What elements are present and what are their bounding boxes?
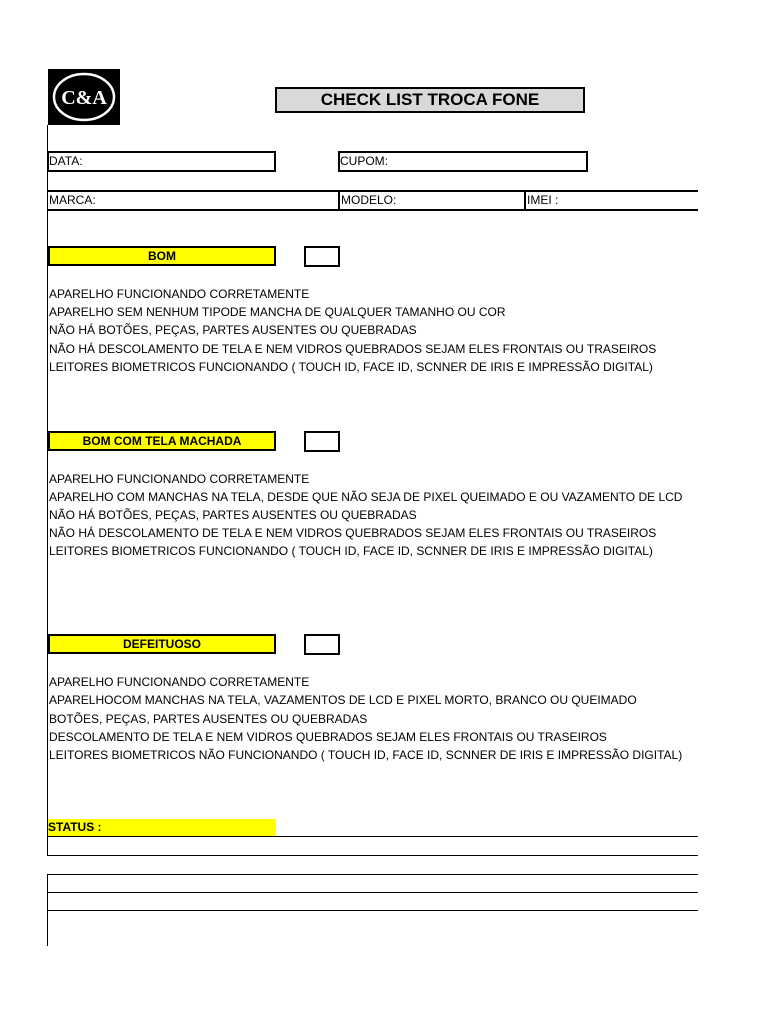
modelo-field[interactable] (341, 192, 396, 209)
imei-label: IMEI : (527, 193, 559, 207)
checkbox-bom[interactable] (304, 246, 340, 267)
imei-field[interactable] (527, 192, 558, 209)
brand-logo-icon (51, 71, 117, 123)
left-border (47, 125, 48, 856)
cupom-label: CUPOM: (340, 154, 388, 168)
list-item: APARELHOCOM MANCHAS NA TELA, VAZAMENTOS DE LCD E PIXEL MORTO, BRANCO OU QUEIMADO (49, 693, 637, 707)
status-line[interactable] (47, 836, 698, 837)
list-item: DESCOLAMENTO DE TELA E NEM VIDROS QUEBRADOS SEJAM ELES FRONTAIS OU TRASEIROS (49, 730, 607, 744)
list-item: BOTÕES, PEÇAS, PARTES AUSENTES OU QUEBRADAS (49, 712, 368, 726)
notes-line[interactable] (47, 874, 698, 875)
notes-line[interactable] (47, 910, 698, 911)
list-item: APARELHO FUNCIONANDO CORRETAMENTE (49, 675, 310, 689)
category-label: BOM COM TELA MACHADA (82, 434, 242, 448)
list-item: APARELHO SEM NENHUM TIPODE MANCHA DE QUALQUER TAMANHO OU COR (49, 305, 506, 319)
status-label-text: STATUS : (48, 820, 102, 834)
data-field[interactable] (47, 151, 276, 172)
category-defeituoso (48, 634, 276, 654)
status-label (48, 819, 276, 836)
list-item: NÃO HÁ DESCOLAMENTO DE TELA E NEM VIDROS QUEBRADOS SEJAM ELES FRONTAIS OU TRASEIROS (49, 526, 657, 540)
list-item: APARELHO FUNCIONANDO CORRETAMENTE (49, 287, 310, 301)
list-item: NÃO HÁ DESCOLAMENTO DE TELA E NEM VIDROS QUEBRADOS SEJAM ELES FRONTAIS OU TRASEIROS (49, 342, 657, 356)
brand-logo-text: C&A (61, 87, 107, 109)
list-item: LEITORES BIOMETRICOS NÃO FUNCIONANDO ( TOUCH ID, FACE ID, SCNNER DE IRIS E IMPRESSÃO DIGITAL) (49, 748, 683, 762)
status-line[interactable] (47, 855, 698, 856)
marca-field[interactable] (49, 192, 96, 209)
cupom-field[interactable] (338, 151, 588, 172)
checkbox-bom-tela-machada[interactable] (304, 431, 340, 452)
field-divider (524, 190, 526, 211)
page-title-text: CHECK LIST TROCA FONE (320, 90, 540, 109)
list-item: NÃO HÁ BOTÕES, PEÇAS, PARTES AUSENTES OU QUEBRADAS (49, 323, 417, 337)
notes-line[interactable] (47, 892, 698, 893)
category-label: DEFEITUOSO (122, 637, 201, 651)
category-label: BOM (148, 249, 176, 263)
page-title (275, 87, 585, 113)
marca-label: MARCA: (49, 193, 96, 207)
list-item: LEITORES BIOMETRICOS FUNCIONANDO ( TOUCH ID, FACE ID, SCNNER DE IRIS E IMPRESSÃO DIGITAL) (49, 360, 653, 374)
list-item: NÃO HÁ BOTÕES, PEÇAS, PARTES AUSENTES OU QUEBRADAS (49, 508, 417, 522)
category-bom (48, 246, 276, 266)
list-item: LEITORES BIOMETRICOS FUNCIONANDO ( TOUCH ID, FACE ID, SCNNER DE IRIS E IMPRESSÃO DIGITAL) (49, 544, 653, 558)
checkbox-defeituoso[interactable] (304, 634, 340, 655)
list-item: APARELHO FUNCIONANDO CORRETAMENTE (49, 472, 310, 486)
brand-logo (48, 69, 120, 125)
field-divider (338, 190, 340, 211)
category-bom-tela-machada (48, 431, 276, 451)
data-label: DATA: (49, 154, 83, 168)
list-item: APARELHO COM MANCHAS NA TELA, DESDE QUE NÃO SEJA DE PIXEL QUEIMADO E OU VAZAMENTO DE LCD (49, 490, 683, 504)
modelo-label: MODELO: (341, 193, 397, 207)
